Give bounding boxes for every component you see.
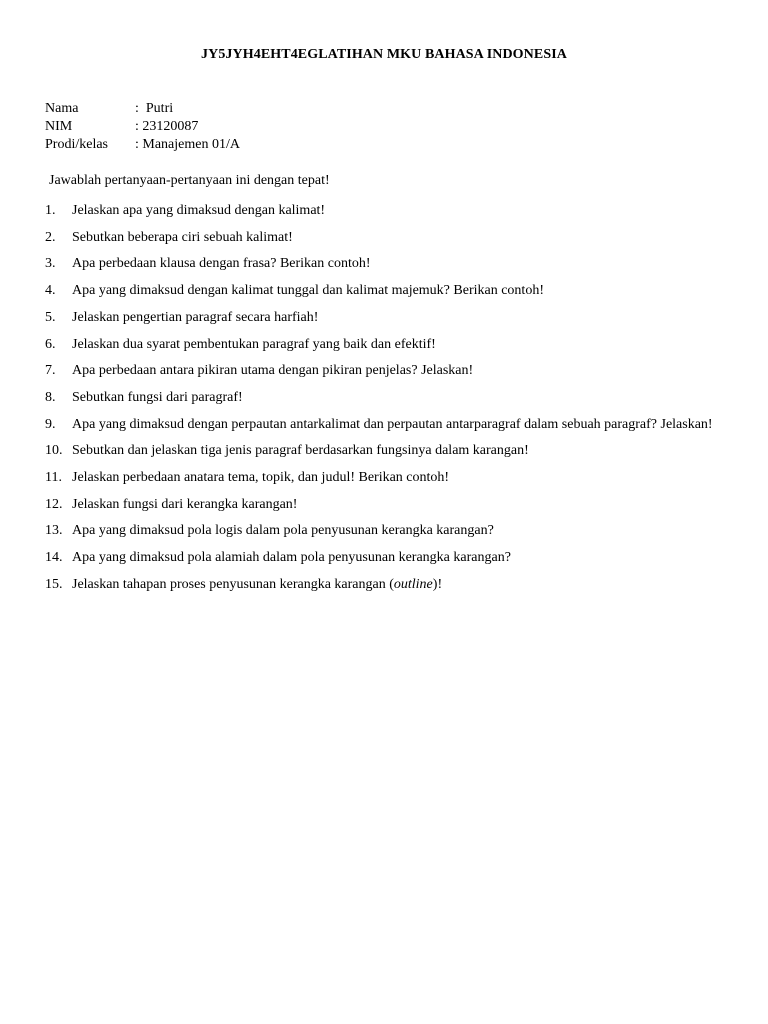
question-text-part: Jelaskan tahapan proses penyusunan kerangka karangan ( [72, 576, 394, 592]
info-label: Nama [45, 101, 79, 116]
question-text: Apa perbedaan antara pikiran utama dengan pikiran penjelas? Jelaskan! [72, 363, 474, 379]
list-item [45, 251, 723, 278]
list-item [45, 572, 723, 599]
question-text: Sebutkan beberapa ciri sebuah kalimat! [72, 229, 293, 245]
question-number: 13. [45, 523, 63, 539]
info-label: NIM [45, 119, 73, 134]
list-item [45, 305, 723, 332]
question-text: Jelaskan apa yang dimaksud dengan kalimat! [72, 203, 326, 218]
list-item [45, 545, 723, 572]
question-text-part: )! [432, 576, 443, 592]
question-text: Apa yang dimaksud pola logis dalam pola penyusunan kerangka karangan? [72, 523, 494, 539]
question-text: Jelaskan pengertian paragraf secara harfiah! [72, 309, 319, 325]
question-text: Apa yang dimaksud dengan kalimat tunggal dan kalimat majemuk? Berikan contoh! [72, 283, 544, 299]
list-item [45, 198, 723, 225]
info-row-nama [45, 100, 240, 118]
question-text: Sebutkan dan jelaskan tiga jenis paragraf berdasarkan fungsinya dalam karangan! [72, 443, 529, 459]
question-number: 2. [45, 229, 56, 245]
question-number: 14. [45, 550, 63, 566]
question-number: 6. [45, 336, 56, 352]
question-number: 11. [45, 470, 62, 486]
question-number: 4. [45, 283, 56, 299]
question-text: Apa yang dimaksud pola alamiah dalam pola penyusunan kerangka karangan? [72, 550, 511, 566]
question-number: 9. [45, 416, 56, 432]
question-text: Jelaskan perbedaan anatara tema, topik, dan judul! Berikan contoh! [72, 470, 450, 486]
question-number: 10. [45, 443, 63, 459]
info-value: : 23120087 [135, 119, 199, 134]
list-item [45, 278, 723, 305]
question-text: Sebutkan fungsi dari paragraf! [72, 389, 243, 405]
list-item [45, 412, 723, 439]
list-item [45, 358, 723, 385]
question-text-italic: outline [393, 576, 433, 592]
question-text: Jelaskan dua syarat pembentukan paragraf yang baik dan efektif! [72, 336, 436, 352]
info-value: : Manajemen 01/A [135, 137, 240, 152]
question-number: 5. [45, 309, 56, 325]
info-row-prodi-kelas [45, 136, 240, 154]
document-title: JY5JYH4EHT4EGLATIHAN MKU BAHASA INDONESIA [201, 47, 567, 62]
question-text: Jelaskan fungsi dari kerangka karangan! [72, 496, 298, 512]
list-item [45, 385, 723, 412]
question-number: 3. [45, 256, 56, 272]
question-list [45, 198, 723, 599]
question-text: Apa yang dimaksud dengan perpautan antarkalimat dan perpautan antarparagraf dalam sebuah paragraf? Jelaskan! [72, 416, 713, 432]
instruction-text: Jawablah pertanyaan-pertanyaan ini dengan tepat! [49, 173, 330, 188]
list-item [45, 438, 723, 465]
question-number: 1. [45, 203, 56, 218]
question-text: Apa perbedaan klausa dengan frasa? Berikan contoh! [72, 256, 371, 272]
question-text [72, 572, 723, 599]
question-number: 8. [45, 389, 56, 405]
question-number: 12. [45, 496, 63, 512]
question-number: 7. [45, 363, 56, 379]
question-number: 15. [45, 576, 63, 592]
list-item [45, 492, 723, 519]
list-item [45, 518, 723, 545]
info-value: : Putri [135, 101, 174, 116]
list-item [45, 332, 723, 359]
list-item [45, 465, 723, 492]
info-row-nim [45, 118, 240, 136]
list-item [45, 225, 723, 252]
student-info [45, 100, 240, 154]
info-label: Prodi/kelas [45, 137, 108, 152]
